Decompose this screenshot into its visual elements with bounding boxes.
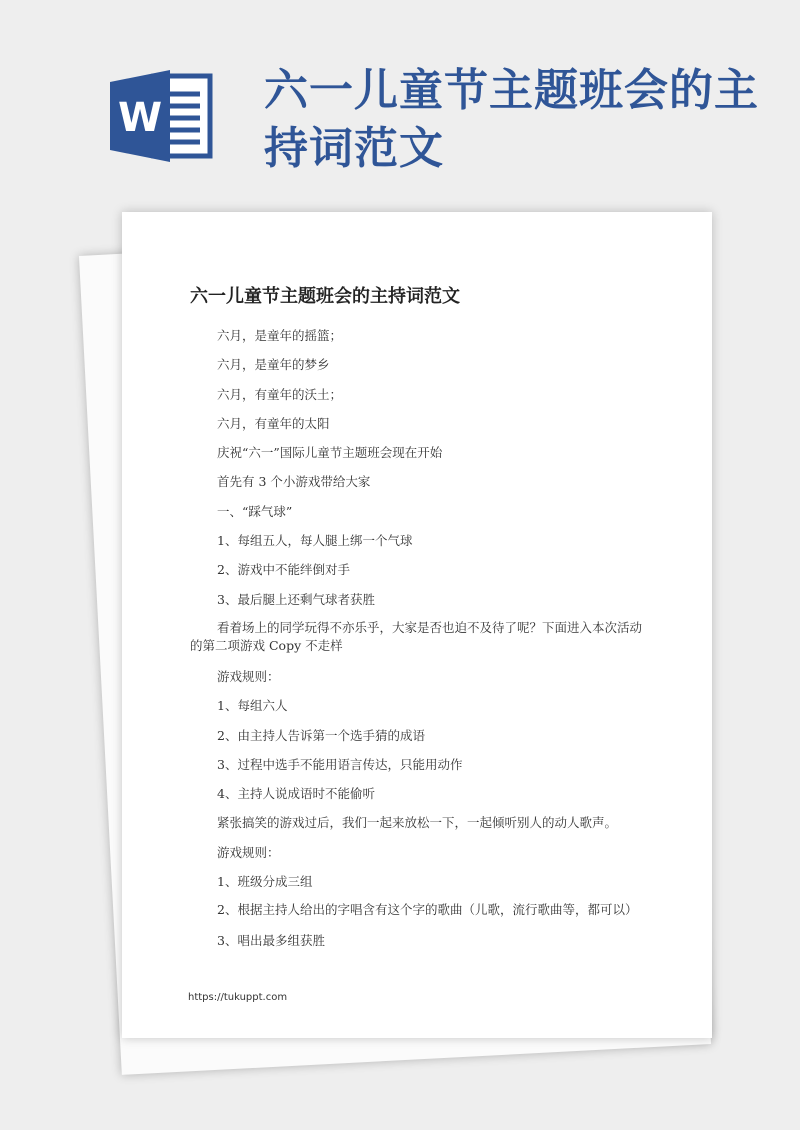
document-paragraph: 游戏规则： — [217, 668, 280, 684]
document-paragraph: 六月，有童年的沃土； — [217, 386, 343, 402]
document-paragraph: 六月，是童年的梦乡 — [217, 357, 330, 373]
word-logo-letter: W — [117, 95, 163, 141]
document-paragraph: 3、最后腿上还剩气球者获胜 — [217, 591, 375, 607]
document-paragraph: 首先有 3 个小游戏带给大家 — [217, 474, 371, 490]
document-paragraph: 1、每组六人 — [217, 698, 288, 714]
document-paragraph: 一、“踩气球” — [217, 503, 293, 519]
document-paragraph: 六月，有童年的太阳 — [217, 415, 330, 431]
document-paragraph: 六月，是童年的摇篮； — [217, 328, 343, 343]
document-paragraph: 3、唱出最多组获胜 — [217, 933, 325, 949]
document-page — [122, 212, 712, 1038]
document-paragraph: 2、游戏中不能绊倒对手 — [217, 562, 350, 578]
document-paragraph: 紧张搞笑的游戏过后，我们一起来放松一下，一起倾听别人的动人歌声。 — [217, 815, 618, 831]
document-paragraph: 庆祝“六一”国际儿童节主题班会现在开始 — [217, 445, 443, 461]
document-paragraph: 看着场上的同学玩得不亦乐乎，大家是否也迫不及待了呢？下面进入本次活动的第二项游戏 Copy 不走样 — [190, 619, 643, 653]
document-body — [190, 326, 650, 961]
word-logo-icon — [110, 68, 214, 164]
document-paragraph: 4、主持人说成语时不能偷听 — [217, 786, 375, 802]
document-paragraph: 2、由主持人告诉第一个选手猜的成语 — [217, 727, 425, 743]
document-title: 六一儿童节主题班会的主持词范文 — [190, 286, 460, 307]
page-title: 六一儿童节主题班会的主持词范文 — [264, 65, 759, 174]
document-paragraph: 2、根据主持人给出的字唱含有这个字的歌曲（儿歌，流行歌曲等，都可以） — [217, 902, 638, 918]
document-paragraph: 1、每组五人，每人腿上绑一个气球 — [217, 533, 413, 549]
document-paragraph: 游戏规则： — [217, 844, 280, 860]
document-footer-url: https://tukuppt.com — [188, 992, 288, 1003]
document-paragraph: 3、过程中选手不能用语言传达，只能用动作 — [217, 756, 463, 772]
document-paragraph: 1、班级分成三组 — [217, 874, 313, 890]
